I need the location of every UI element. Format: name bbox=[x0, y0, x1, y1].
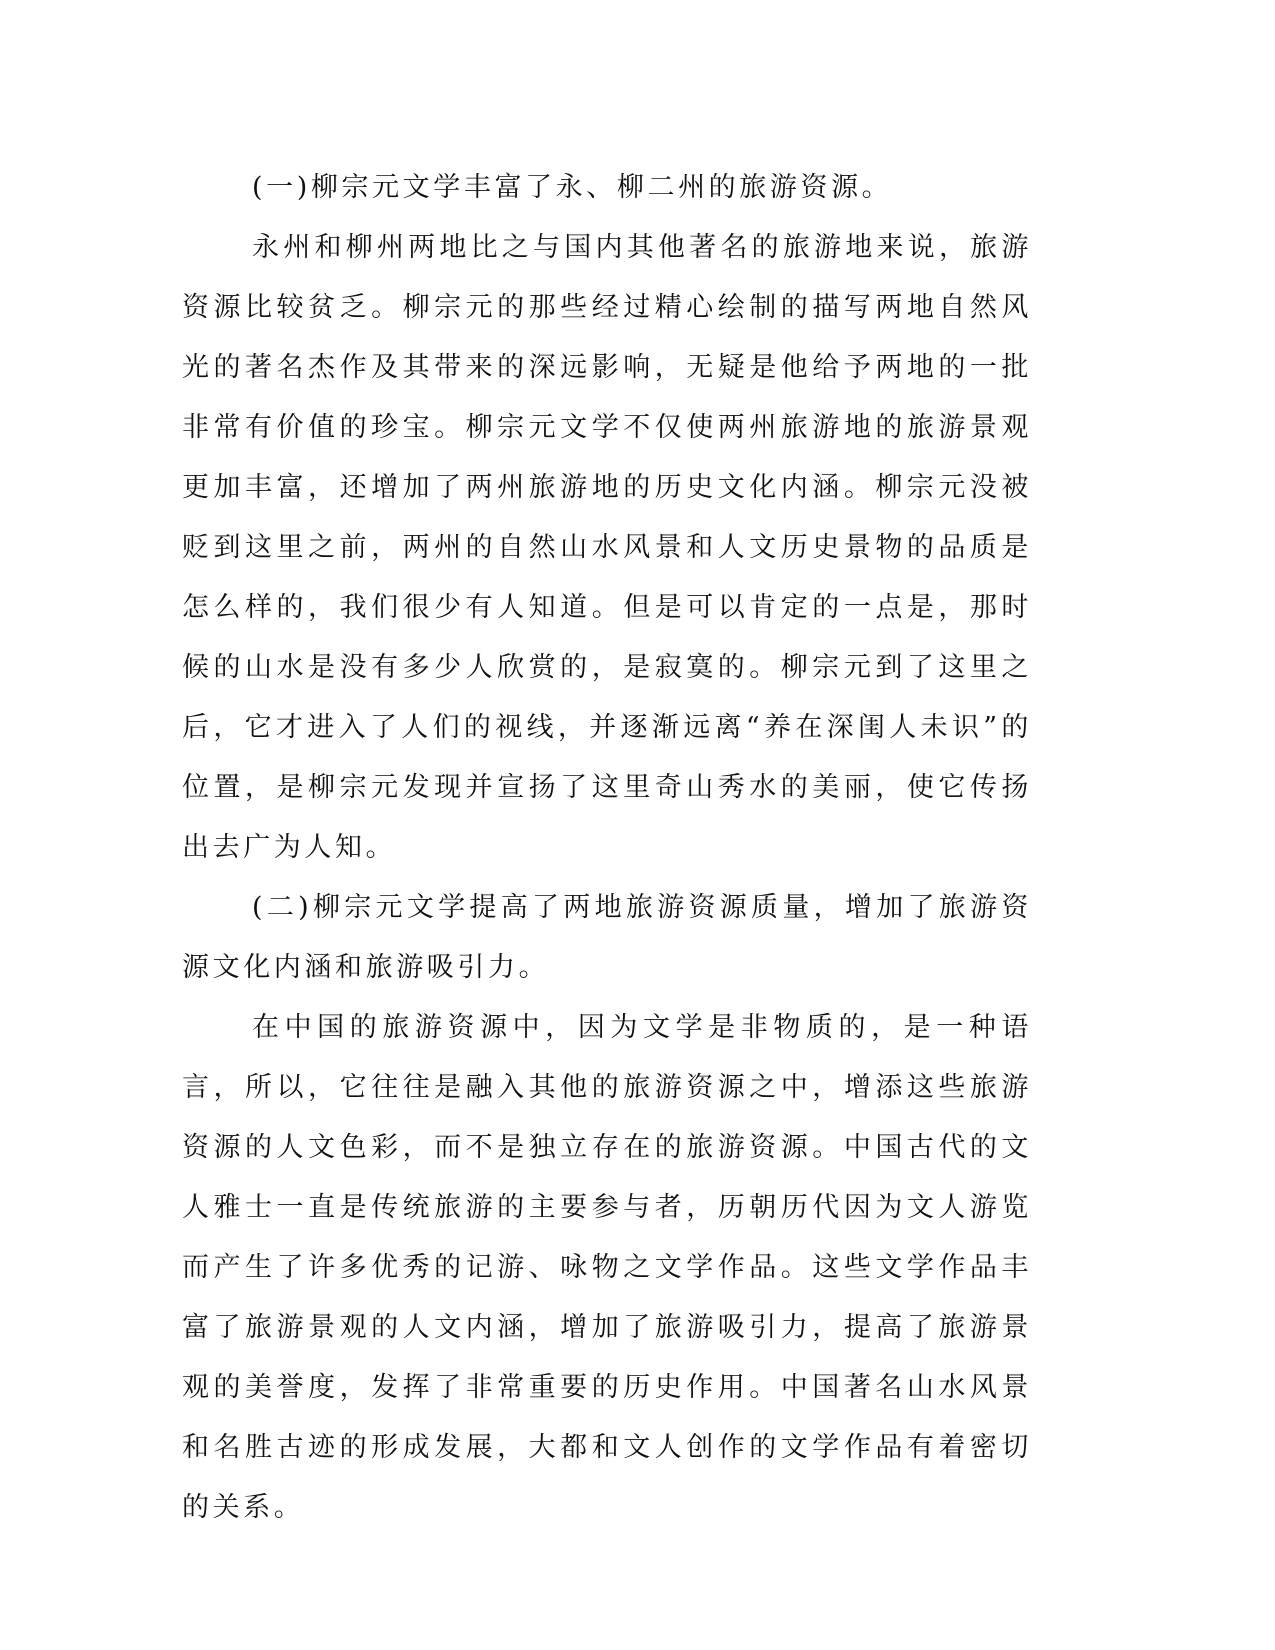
paragraph-body-1: 永州和柳州两地比之与国内其他著名的旅游地来说，旅游资源比较贫乏。柳宗元的那些经过精心绘制的描写两地自然风光的著名杰作及其带来的深远影响，无疑是他给予两地的一批非常有价值的珍宝。柳宗元文学不仅使两州旅游地的旅游景观更加丰富，还增加了两州旅游地的历史文化内涵。柳宗元没被贬到这里之前，两州的自然山水风景和人文历史景物的品质是怎么样的，我们很少有人知道。但是可以肯定的一点是，那时候的山水是没有多少人欣赏的，是寂寞的。柳宗元到了这里之后，它才进入了人们的视线，并逐渐远离“养在深闺人未识”的位置，是柳宗元发现并宣扬了这里奇山秀水的美丽，使它传扬出去广为人知。 bbox=[182, 232, 1032, 863]
paragraph-body-2: 在中国的旅游资源中，因为文学是非物质的，是一种语言，所以，它往往是融入其他的旅游资源之中，增添这些旅游资源的人文色彩，而不是独立存在的旅游资源。中国古代的文人雅士一直是传统旅游的主要参与者，历朝历代因为文人游览而产生了许多优秀的记游、咏物之文学作品。这些文学作品丰富了旅游景观的人文内涵，增加了旅游吸引力，提高了旅游景观的美誉度，发挥了非常重要的历史作用。中国著名山水风景和名胜古迹的形成发展，大都和文人创作的文学作品有着密切的关系。 bbox=[182, 1012, 1032, 1523]
paragraph-heading-2: (二)柳宗元文学提高了两地旅游资源质量，增加了旅游资源文化内涵和旅游吸引力。 bbox=[182, 892, 1032, 983]
document-body bbox=[182, 158, 1032, 1538]
paragraph-heading-1: (一)柳宗元文学丰富了永、柳二州的旅游资源。 bbox=[252, 172, 893, 203]
